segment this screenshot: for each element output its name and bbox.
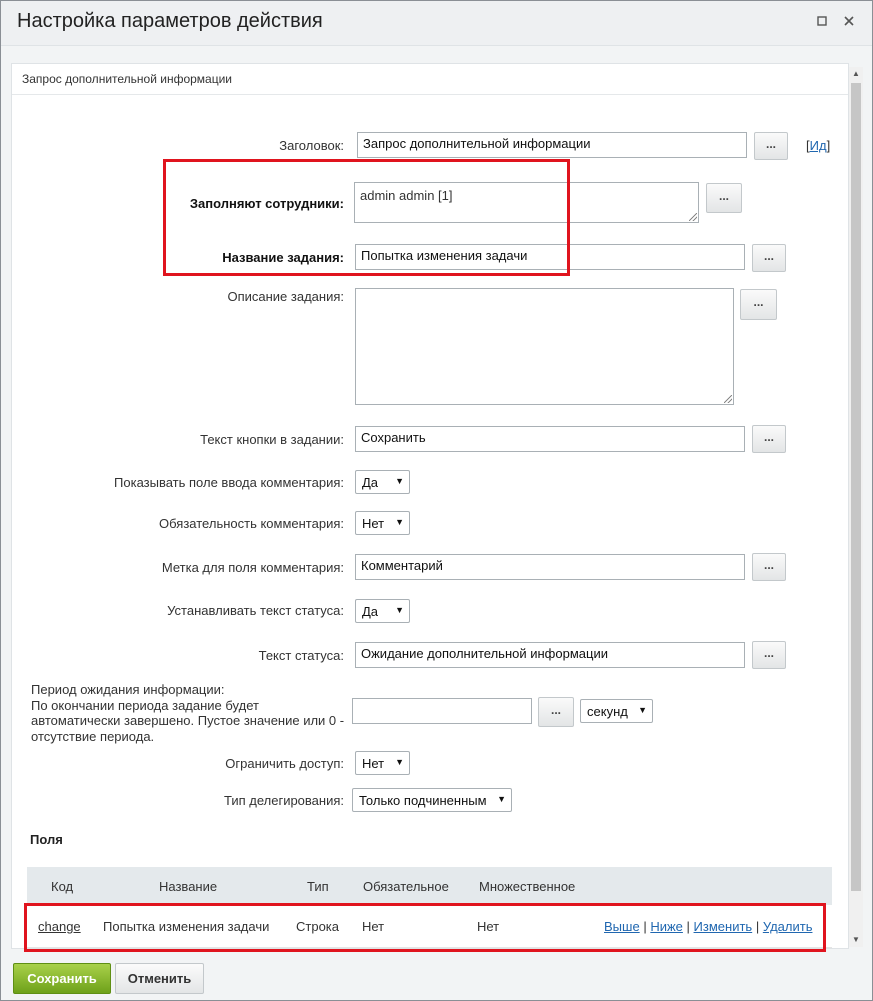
delegation-select[interactable] bbox=[352, 788, 512, 812]
chevron-down-icon: ▼ bbox=[395, 605, 404, 615]
move-up-link[interactable]: Выше bbox=[604, 919, 640, 934]
scroll-down-icon[interactable]: ▼ bbox=[852, 935, 860, 944]
task-desc-label: Описание задания: bbox=[227, 289, 344, 304]
fields-title: Поля bbox=[30, 832, 63, 847]
header-dots-button[interactable]: ... bbox=[754, 132, 788, 160]
restrict-access-label: Ограничить доступ: bbox=[225, 756, 344, 771]
field-name-cell: Попытка изменения задачи bbox=[103, 919, 270, 934]
comment-required-value: Нет bbox=[362, 516, 385, 531]
section-title: Запрос дополнительной информации bbox=[22, 72, 232, 86]
highlight-box-assignees bbox=[163, 159, 570, 276]
fields-table-header bbox=[27, 867, 832, 905]
chevron-down-icon: ▼ bbox=[497, 794, 506, 804]
task-name-input[interactable]: Попытка изменения задачи bbox=[355, 244, 745, 270]
set-status-value: Да bbox=[362, 604, 379, 619]
task-desc-dots-button[interactable]: ... bbox=[740, 289, 777, 320]
wait-period-input[interactable] bbox=[352, 698, 532, 724]
field-required-cell: Нет bbox=[362, 919, 385, 934]
show-comment-label: Показывать поле ввода комментария: bbox=[114, 475, 344, 490]
chevron-down-icon: ▼ bbox=[638, 705, 647, 715]
comment-label-dots-button[interactable]: ... bbox=[752, 553, 786, 581]
chevron-down-icon: ▼ bbox=[395, 517, 404, 527]
vertical-scrollbar[interactable] bbox=[849, 67, 863, 947]
task-name-label: Название задания: bbox=[222, 250, 344, 265]
id-bracket-close: ] bbox=[826, 138, 831, 153]
task-desc-textarea[interactable] bbox=[355, 288, 734, 405]
assignees-value: admin admin [1] bbox=[360, 188, 453, 203]
assignees-label: Заполняют сотрудники: bbox=[189, 196, 344, 211]
chevron-down-icon: ▼ bbox=[395, 476, 404, 486]
column-header-required[interactable]: Обязательное bbox=[363, 879, 449, 894]
wait-period-label bbox=[31, 682, 351, 744]
dialog-title: Настройка параметров действия bbox=[17, 10, 323, 32]
column-header-name[interactable]: Название bbox=[159, 879, 218, 894]
wait-period-label-line: По окончании периода задание будет bbox=[31, 697, 259, 713]
wait-period-label-line: отсутствие периода. bbox=[31, 728, 155, 744]
column-header-code[interactable]: Код bbox=[51, 879, 74, 894]
chevron-down-icon: ▼ bbox=[395, 757, 404, 767]
button-text-dots-button[interactable]: ... bbox=[752, 425, 786, 453]
task-name-dots-button[interactable]: ... bbox=[752, 244, 786, 272]
status-text-input[interactable]: Ожидание дополнительной информации bbox=[355, 642, 745, 668]
delegation-label: Тип делегирования: bbox=[223, 793, 344, 808]
button-text-input[interactable]: Сохранить bbox=[355, 426, 745, 452]
dialog-footer bbox=[1, 956, 872, 1000]
set-status-label: Устанавливать текст статуса: bbox=[167, 603, 344, 618]
close-icon[interactable] bbox=[841, 14, 857, 30]
status-text-label: Текст статуса: bbox=[258, 648, 344, 663]
wait-period-dots-button[interactable]: ... bbox=[538, 697, 574, 727]
comment-label-input[interactable]: Комментарий bbox=[355, 554, 745, 580]
comment-required-select[interactable] bbox=[355, 511, 410, 535]
id-link-wrapper bbox=[806, 138, 830, 153]
field-code-link[interactable]: change bbox=[38, 919, 81, 934]
wait-period-unit-select[interactable] bbox=[580, 699, 653, 723]
save-button[interactable]: Сохранить bbox=[13, 963, 111, 994]
actions-separator: | bbox=[755, 919, 760, 934]
field-type-cell: Строка bbox=[296, 919, 340, 934]
delegation-value: Только подчиненным bbox=[359, 793, 487, 808]
show-comment-value: Да bbox=[362, 475, 379, 490]
maximize-icon[interactable] bbox=[814, 14, 830, 30]
section-divider bbox=[12, 94, 848, 95]
status-text-dots-button[interactable]: ... bbox=[752, 641, 786, 669]
header-label: Заголовок: bbox=[279, 138, 344, 153]
comment-required-label: Обязательность комментария: bbox=[159, 516, 344, 531]
comment-label-label: Метка для поля комментария: bbox=[161, 560, 344, 575]
restrict-access-value: Нет bbox=[362, 756, 385, 771]
cancel-button[interactable]: Отменить bbox=[115, 963, 204, 994]
scrollbar-thumb[interactable] bbox=[851, 83, 861, 891]
delete-link[interactable]: Удалить bbox=[762, 919, 813, 934]
dialog-titlebar bbox=[1, 1, 872, 46]
actions-separator: | bbox=[686, 919, 690, 934]
column-header-type[interactable]: Тип bbox=[307, 879, 329, 894]
scroll-up-icon[interactable]: ▲ bbox=[852, 69, 860, 78]
id-link[interactable]: Ид bbox=[809, 138, 827, 153]
show-comment-select[interactable] bbox=[355, 470, 410, 494]
assignees-dots-button[interactable]: ... bbox=[706, 183, 742, 213]
field-multiple-cell: Нет bbox=[477, 919, 500, 934]
wait-period-label-line: Период ожидания информации: bbox=[31, 682, 225, 697]
wait-period-label-line: автоматически завершено. Пустое значение или 0 - bbox=[31, 713, 345, 728]
edit-link[interactable]: Изменить bbox=[693, 919, 753, 934]
resize-grip-icon[interactable] bbox=[724, 395, 732, 403]
wait-period-unit-value: секунд bbox=[587, 704, 628, 719]
id-bracket-open: [ bbox=[806, 138, 810, 153]
header-input[interactable]: Запрос дополнительной информации bbox=[357, 132, 747, 158]
restrict-access-select[interactable] bbox=[355, 751, 410, 775]
set-status-select[interactable] bbox=[355, 599, 410, 623]
highlight-box-fields-row bbox=[24, 903, 826, 952]
button-text-label: Текст кнопки в задании: bbox=[200, 432, 344, 447]
actions-separator: | bbox=[643, 919, 647, 934]
move-down-link[interactable]: Ниже bbox=[650, 919, 683, 934]
column-header-multiple[interactable]: Множественное bbox=[479, 879, 576, 894]
resize-grip-icon[interactable] bbox=[689, 213, 697, 221]
